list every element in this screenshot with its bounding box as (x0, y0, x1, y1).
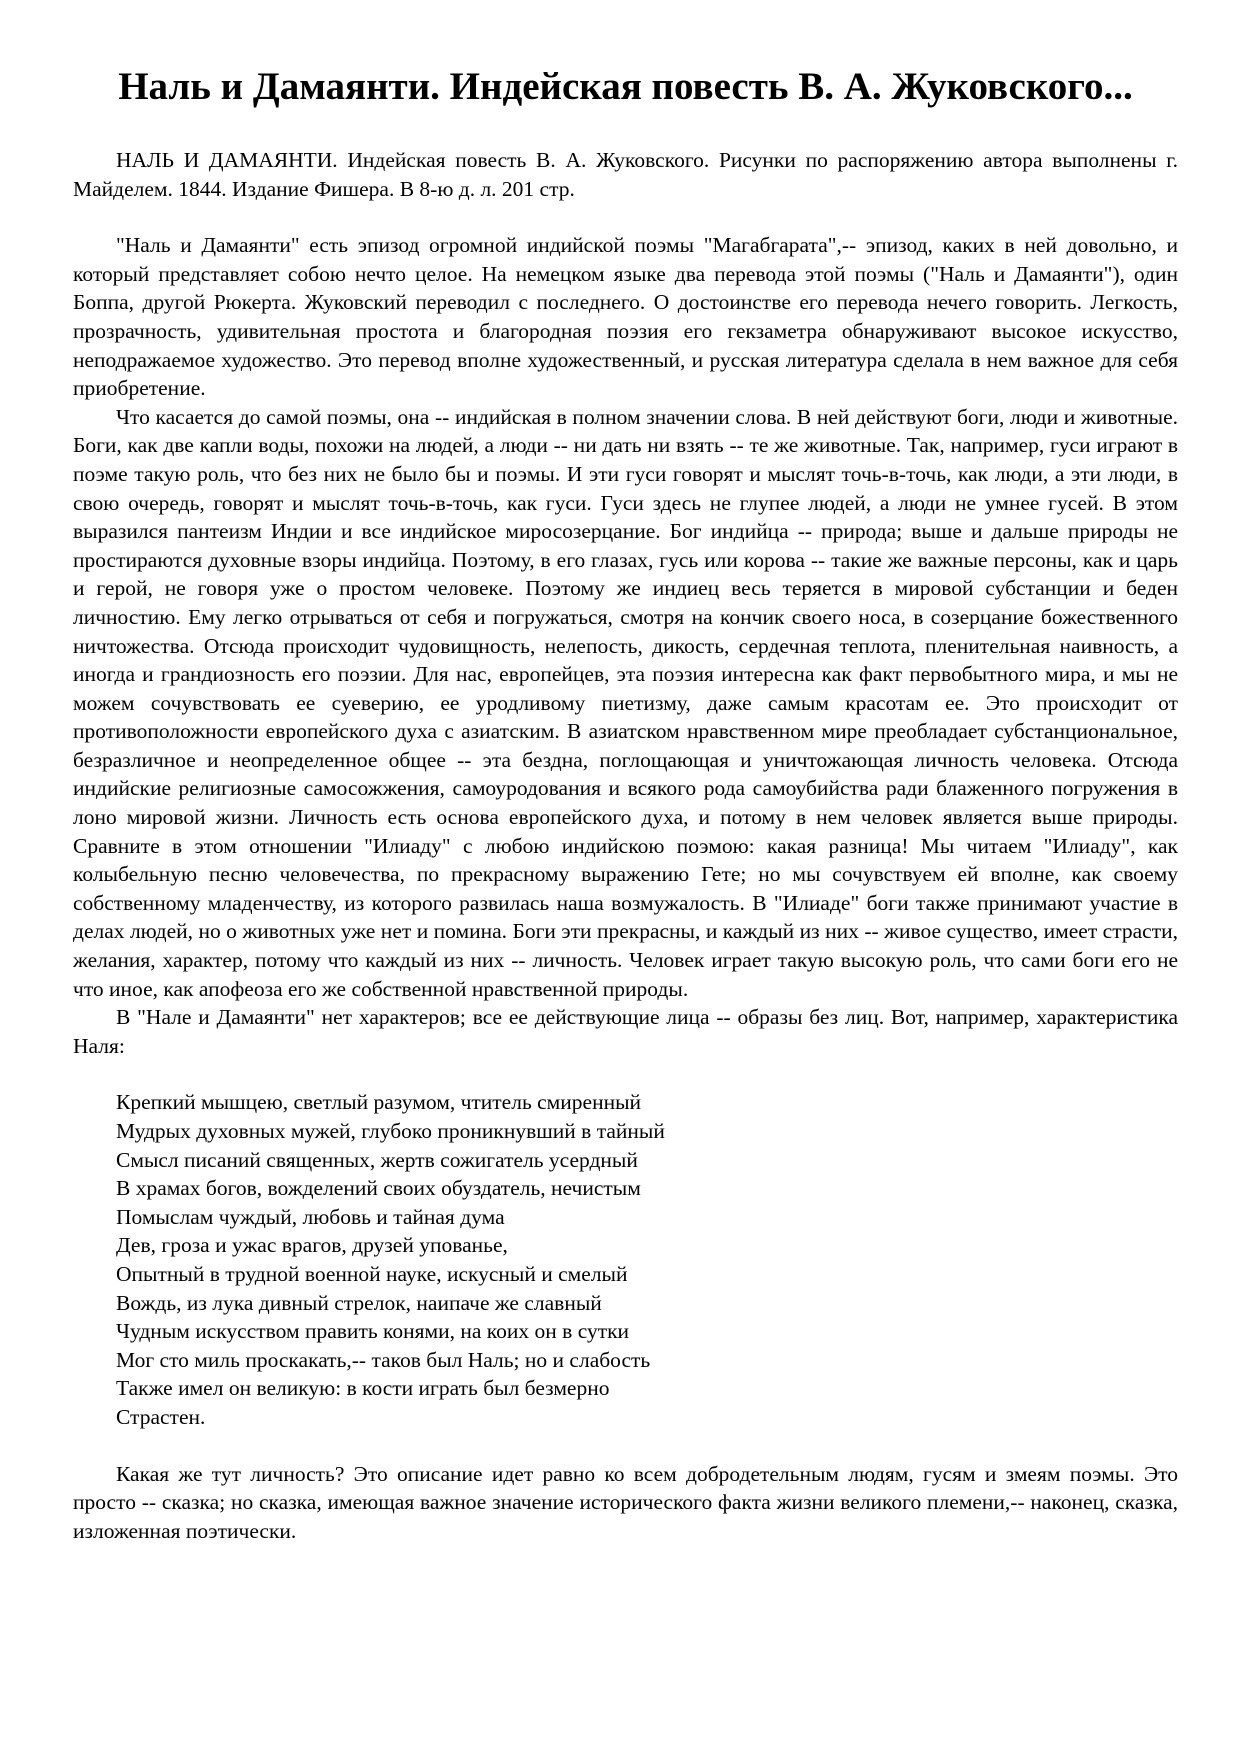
verse-line: Крепкий мышцею, светлый разумом, чтитель смиренный (116, 1090, 642, 1115)
verse-line: Дев, гроза и ужас врагов, друзей упованье, (116, 1233, 508, 1258)
verse-line: В храмах богов, вожделений своих обуздатель, нечистым (116, 1176, 641, 1201)
verse-line: Опытный в трудной военной науке, искусный и смелый (116, 1261, 628, 1286)
verse-line: Помыслам чуждый, любовь и тайная дума (116, 1204, 505, 1229)
verse-line: Мудрых духовных мужей, глубоко проникнувший в тайный (116, 1119, 665, 1143)
verse-line: Мог сто миль проскакать,-- таков был Наль; но и слабость (116, 1347, 651, 1372)
paragraph-bibliographic: НАЛЬ И ДАМАЯНТИ. Индейская повесть В. А. Жуковского. Рисунки по распоряжению автора выполнены г. Майделем. 1844. Издание Фишера. В 8-ю д. л. 201 стр. (73, 148, 1178, 201)
verse-line: Также имел он великую: в кости играть был безмерно (116, 1376, 610, 1401)
paragraph-closing: Какая же тут личность? Это описание идет равно ко всем добродетельным людям, гусям и змеям поэмы. Это просто -- сказка; но сказка, имеющая важное значение исторического факта жизни великого племени,-- наконец, сказка, изложенная поэтически. (73, 1461, 1178, 1543)
verse-line: Чудным искусством править конями, на коих он в сутки (116, 1319, 630, 1344)
document-title: Наль и Дамаянти. Индейская повесть В. А. Жуковского... (118, 65, 1133, 108)
paragraph-intro: "Наль и Дамаянти" есть эпизод огромной индийской поэмы "Магабгарата",-- эпизод, каких в ней довольно, и который представляет собою нечто целое. На немецком языке два перевода этой поэмы ("Наль и Дамаянти"), один Боппа, другой Рюкерта. Жуковский переводил с последнего. О достоинстве его перевода нечего говорить. Легкость, прозрачность, удивительная простота и благородная поэзия его гекзаметра обнаруживают высокое искусство, неподражаемое художество. Это перевод вполне художественный, и русская литература сделала в нем важное для себя приобретение. (73, 233, 1178, 401)
verse-line: Вождь, из лука дивный стрелок, наипаче же славный (116, 1290, 602, 1315)
verse-quote (73, 1088, 1178, 1431)
paragraph-characters: В "Нале и Дамаянти" нет характеров; все ее действующие лица -- образы без лиц. Вот, например, характеристика Наля: (73, 1005, 1178, 1058)
verse-line: Страстен. (116, 1404, 206, 1429)
verse-line: Смысл писаний священных, жертв сожигатель усердный (116, 1147, 638, 1172)
paragraph-analysis: Что касается до самой поэмы, она -- индийская в полном значении слова. В ней действуют боги, люди и животные. Боги, как две капли воды, похожи на людей, а люди -- ни дать ни взять -- те же животные. Так, например, гуси играют в поэме такую роль, что без них не было бы и поэмы. И эти гуси говорят и мыслят точь-в-точь, как люди, а эти люди, в свою очередь, говорят и мыслят точь-в-точь, как гуси. Гуси здесь не глупее людей, а люди не умнее гусей. В этом выразился пантеизм Индии и все индийское миросозерцание. Бог индийца -- природа; выше и дальше природы не простираются духовные взоры индийца. Поэтому, в его глазах, гусь или корова -- такие же важные персоны, как и царь и герой, не говоря уже о простом человеке. Поэтому же индиец весь теряется в мировой субстанции и беден личностию. Ему легко отрываться от себя и погружаться, смотря на кончик своего носа, в созерцание божественного ничтожества. Отсюда происходит чудовищность, нелепость, дикость, сердечная теплота, пленительная наивность, а иногда и грандиозность его поэзии. Для нас, европейцев, эта поэзия интересна как факт первобытного мира, и мы не можем сочувствовать ее суеверию, ее уродливому пиетизму, даже самым красотам ее. Это происходит от противоположности европейского духа с азиатским. В азиатском нравственном мире преобладает субстанциональное, безразличное и неопределенное общее -- эта бездна, поглощающая и уничтожающая личность человека. Отсюда индийские религиозные самосожжения, самоуродования и всякого рода самоубийства ради блаженного погружения в лоно мировой жизни. Личность есть основа европейского духа, и потому в нем человек является выше природы. Сравните в этом отношении "Илиаду" с любою индийскою поэмою: какая разница! Мы читаем "Илиаду", как колыбельную песню человечества, по прекрасному выражению Гете; но мы сочувствуем ей вполне, как своему собственному младенчеству, из которого развилась наша возмужалость. В "Илиаде" боги также принимают участие в делах людей, но о животных уже нет и помина. Боги эти прекрасны, и каждый из них -- живое существо, имеет страсти, желания, характер, потому что каждый из них -- личность. Человек играет такую высокую роль, что сами боги его не что иное, как апофеоза его же собственной нравственной природы. (73, 404, 1178, 1001)
